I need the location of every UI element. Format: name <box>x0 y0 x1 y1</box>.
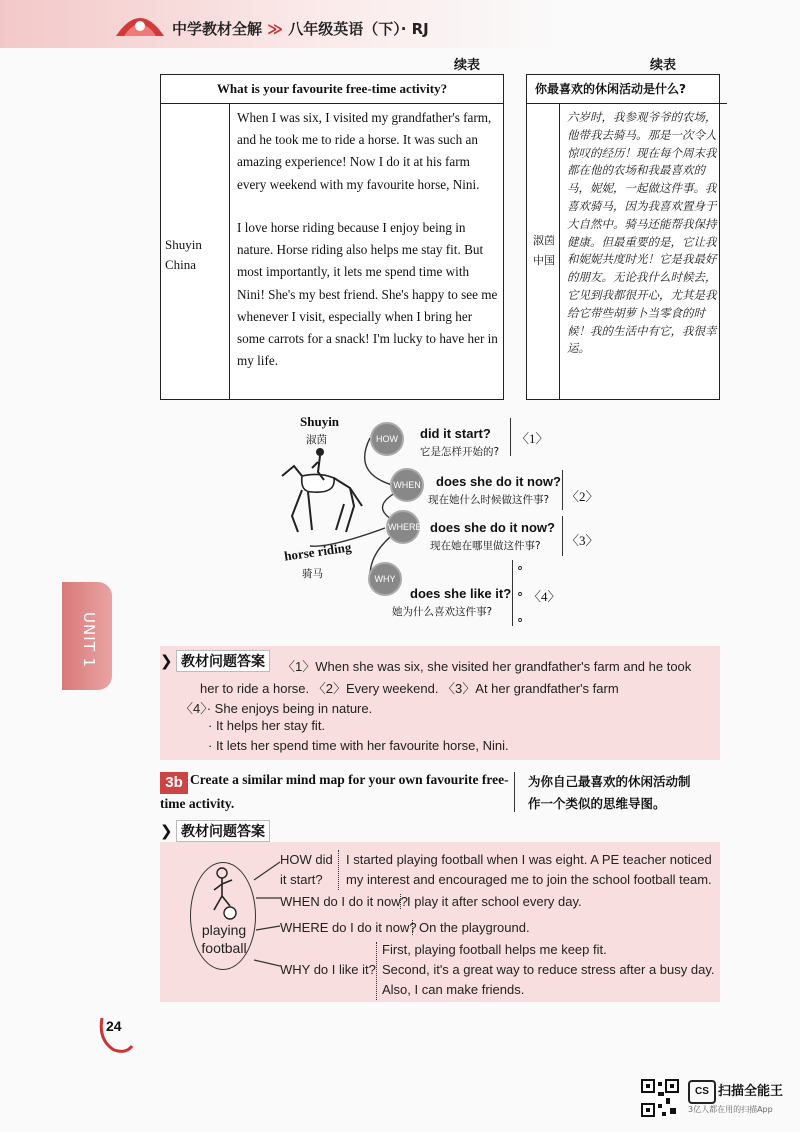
unit-tab <box>62 582 112 690</box>
scanner-app-name: 扫描全能王 <box>718 1084 784 1099</box>
question-how-cn: 它是怎样开始的? <box>420 446 500 458</box>
blank-4: 〈4〉 <box>528 589 561 604</box>
football-player-icon <box>206 866 240 922</box>
node-why: WHY <box>368 562 402 596</box>
answer-bracket <box>562 470 563 510</box>
answer-line: · It helps her stay fit. <box>208 718 326 733</box>
answer-bracket <box>562 516 563 556</box>
paragraph-2: I love horse riding because I enjoy being in nature. Horse riding also helps me stay fit. But most importantly, it lets me spend time with Nini! She's my best friend. She's happy to see me whenever I visit, especially when I bring her some carrots for a snack! I'm lucky to have her in my life. <box>237 220 498 369</box>
answer-title: 教材问题答案 <box>176 820 270 842</box>
center-label: playing <box>201 922 247 938</box>
person-country: China <box>165 257 197 272</box>
person-cell <box>165 235 225 275</box>
header-arrow: ≫ <box>267 20 283 38</box>
question-why-en: does she like it? <box>410 586 512 601</box>
where-question: WHERE do I do it now? <box>280 920 417 935</box>
mindmap-name-en: Shuyin <box>300 414 340 429</box>
reading-table-cn <box>526 74 720 400</box>
why-answer: Also, I can make friends. <box>382 982 525 997</box>
handwritten-translation: 六岁时，我参观爷爷的农场，他带我去骑马。那是一次令人惊叹的经历！现在每个周末我都在他的农场和我最喜欢的马，妮妮，一起做这件事。我喜欢骑马，因为我喜欢置身于大自然中。骑马还能帮我保持健康。但最重要的是，它让我和妮妮共度时光！它是我最好的朋友。无论我什么时候去，它见到我都很开心，尤其是我给它带些胡萝卜当零食的时候！我的生活中有它，我很幸运。 <box>567 110 717 356</box>
page-number: 24 <box>106 1018 122 1034</box>
chevron-right-icon: ❯ <box>160 652 173 670</box>
answer-line: · It lets her spend time with her favourite horse, Nini. <box>208 738 509 753</box>
horse-rider-icon <box>272 446 364 534</box>
qr-code-icon <box>640 1078 680 1118</box>
question-where-cn: 现在她在哪里做这件事? <box>430 540 541 552</box>
exercise-instruction-en: Create a similar mind map for your own favourite free- <box>190 772 509 787</box>
question-when-en: does she do it now? <box>436 474 561 489</box>
map-connectors <box>244 850 284 980</box>
answer-bracket <box>510 418 511 456</box>
bullet: ∘ <box>516 586 525 601</box>
book-subtitle: 八年级英语（下）· RJ <box>288 20 429 38</box>
bullet: ∘ <box>516 560 525 575</box>
question-why-cn: 她为什么喜欢这件事? <box>392 606 493 618</box>
mindmap-name-cn: 淑茵 <box>306 434 327 446</box>
node-when: WHEN <box>390 468 424 502</box>
blank-1: 〈1〉 <box>516 431 549 446</box>
camscanner-logo: CS <box>688 1080 716 1104</box>
running-header <box>172 18 429 39</box>
activity-en: horse riding <box>283 539 353 564</box>
node-how: HOW <box>370 422 404 456</box>
person-country-cn: 中国 <box>533 254 555 267</box>
paragraph-1: When I was six, I visited my grandfather's farm, and he took me to ride a horse. It was such an amazing experience! Now I do it at his farm every weekend with my favourite horse, Nini. <box>237 110 492 192</box>
exercise-instruction-cn: 作一个类似的思维导图。 <box>528 796 666 811</box>
question-how-en: did it start? <box>420 426 491 441</box>
blank-3: 〈3〉 <box>566 533 599 548</box>
why-answer: Second, it's a great way to reduce stress after a busy day. <box>382 962 715 977</box>
exercise-instruction-cn: 为你自己最喜欢的休闲活动制 <box>528 774 691 789</box>
scanner-tagline: 3亿人都在用的扫描App <box>688 1105 773 1114</box>
table-header-cn: 你最喜欢的休闲活动是什么? <box>527 75 727 104</box>
question-when-cn: 现在她什么时候做这件事? <box>428 494 550 506</box>
person-cell-cn <box>533 231 557 271</box>
continued-label-en: 续表 <box>454 58 481 73</box>
reading-table-en <box>160 74 504 400</box>
book-logo-icon <box>112 6 168 42</box>
column-divider <box>229 103 230 399</box>
person-name: Shuyin <box>165 237 202 252</box>
blank-2: 〈2〉 <box>566 489 599 504</box>
activity-cn: 骑马 <box>302 568 323 580</box>
node-where: WHERE <box>386 510 420 544</box>
question-where-en: does she do it now? <box>430 520 555 535</box>
exercise-instruction-en: time activity. <box>160 796 235 811</box>
bracket <box>376 942 378 1000</box>
how-question: HOW did <box>280 852 333 867</box>
answer-line: 〈1〉When she was six, she visited her grandfather's farm and he took <box>282 659 692 674</box>
center-label: football <box>201 940 247 956</box>
divider <box>514 772 515 812</box>
how-answer: my interest and encouraged me to join the school football team. <box>346 872 712 887</box>
where-answer: On the playground. <box>412 920 530 935</box>
continued-label-cn: 续表 <box>650 58 677 73</box>
exercise-number: 3b <box>160 772 188 794</box>
bullet: ∘ <box>516 612 525 627</box>
why-question: WHY do I like it? <box>280 962 376 977</box>
table-header: What is your favourite free-time activity? <box>161 75 503 104</box>
how-question: it start? <box>280 872 323 887</box>
person-name-cn: 淑茵 <box>533 234 555 247</box>
answer-title: 教材问题答案 <box>176 650 270 672</box>
answer-line: her to ride a horse. 〈2〉Every weekend. 〈3〉At her grandfather's farm <box>200 681 619 696</box>
unit-tab-label: UNIT 1 <box>80 612 98 669</box>
why-answer: First, playing football helps me keep fit. <box>382 942 607 957</box>
book-title: 中学教材全解 <box>172 20 263 38</box>
answer-line: 〈4〉· She enjoys being in nature. <box>180 701 373 716</box>
column-divider <box>559 103 560 399</box>
answer-bracket <box>512 560 513 626</box>
bracket <box>338 850 340 890</box>
when-question: WHEN do I do it now? <box>280 894 408 909</box>
how-answer: I started playing football when I was eight. A PE teacher noticed <box>346 852 712 867</box>
chevron-right-icon: ❯ <box>160 822 173 840</box>
when-answer: I play it after school every day. <box>400 894 582 909</box>
